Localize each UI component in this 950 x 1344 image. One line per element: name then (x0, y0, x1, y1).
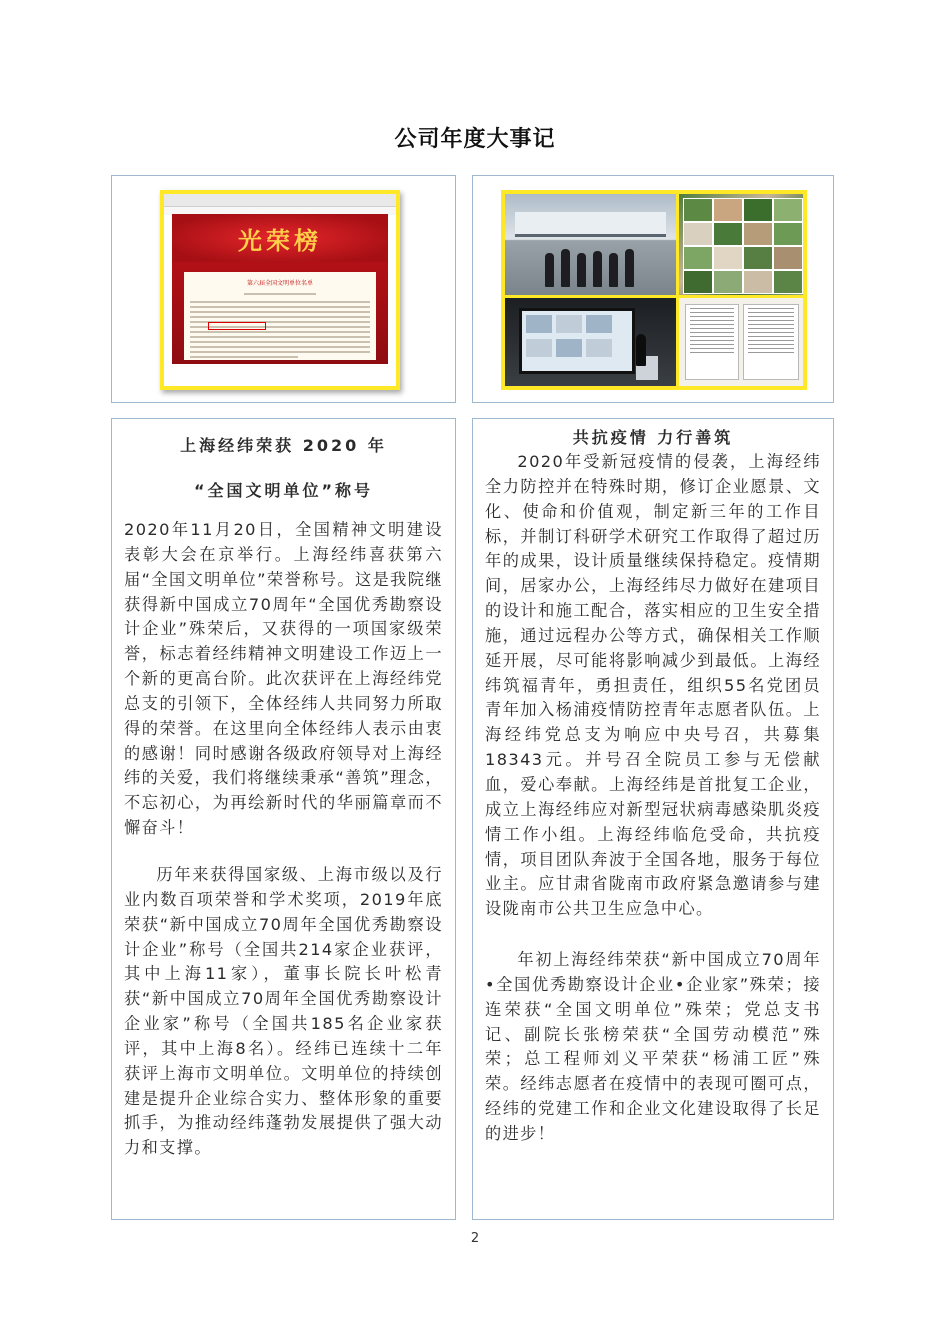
civilization-award-heading-line1: 上海经纬荣获 2020 年 (180, 436, 387, 455)
epidemic-article-heading: 共抗疫情 力行善筑 (572, 428, 734, 447)
civilization-award-article (111, 418, 456, 1220)
honor-banner (172, 214, 388, 364)
volunteers-photo-grid (679, 194, 803, 295)
video-conference-photo (505, 298, 676, 386)
page-number: 2 (470, 1231, 480, 1246)
civilization-award-paragraph-1: 2020年11月20日，全国精神文明建设表彰大会在京举行。上海经纬喜获第六届“全国文明单位”荣誉称号。这是我院继获得新中国成立70周年“全国优秀勘察设计企业”殊荣后，又获得的一项国家级荣誉，标志着经纬精神文明建设工作迈上一个新的更高台阶。此次获评在上海经纬党总支的引领下，全体经纬人共同努力所取得的荣誉。在这里向全体经纬人表示由衷的感谢！同时感谢各级政府领导对上海经纬的关爱，我们将继续秉承“善筑”理念，不忘初心，为再绘新时代的华丽篇章而不懈奋斗！ (124, 520, 443, 838)
civilization-award-paragraph-2: 历年来获得国家级、上海市级以及行业内数百项荣誉和学术奖项，2019年底荣获“新中国成立70周年全国优秀勘察设计企业”称号（全国共214家企业获评，其中上海11家），董事长院长叶松青获“新中国成立70周年全国优秀勘察设计企业家”称号（全国共185名企业家获评，其中上海8名）。经纬已连续十二年获评上海市文明单位。文明单位的持续创建是提升企业综合实力、整体形象的重要抓手，为推动经纬蓬勃发展提供了强大动力和支撑。 (124, 864, 443, 1158)
honor-document-title: 第六届全国文明单位名单 (246, 280, 313, 287)
epidemic-article (472, 418, 834, 1220)
browser-bar (164, 194, 396, 207)
honor-list-screenshot (160, 190, 400, 390)
epidemic-photo-frame (472, 175, 834, 403)
highlight-marker (208, 322, 266, 330)
honor-banner-title: 光荣榜 (238, 225, 322, 255)
conference-screen (519, 308, 635, 374)
civilization-award-heading-line2: “全国文明单位”称号 (193, 481, 374, 500)
epidemic-article-paragraph-1: 2020年受新冠疫情的侵袭，上海经纬全力防控并在特殊时期，修订企业愿景、文化、使命和价值观，制定新三年的工作目标，并制订科研学术研究工作取得了超过历年的成果，设计质量继续保持稳定。疫情期间，居家办公，上海经纬尽力做好在建项目的设计和施工配合，落实相应的卫生安全措施，通过远程办公等方式，确保相关工作顺延开展，尽可能将影响减少到最低。上海经纬筑福青年，勇担责任，组织55名党团员青年加入杨浦疫情防控青年志愿者队伍。上海经纬党总支为响应中央号召，共募集18343元。并号召全院员工参与无偿献血，爱心奉献。上海经纬是首批复工企业，成立上海经纬应对新型冠状病毒感染肌炎疫情工作小组。上海经纬临危受命，共抗疫情，项目团队奔波于全国各地，服务于每位业主。应甘肃省陇南市政府紧急邀请参与建设陇南市公共卫生应急中心。 (485, 452, 821, 919)
epidemic-photo-collage (501, 190, 807, 390)
epidemic-article-paragraph-2: 年初上海经纬荣获“新中国成立70周年•全国优秀勘察设计企业•企业家”殊荣；接连荣获“全国文明单位”殊荣；党总支书记、副院长张榜荣获“全国劳动模范”殊荣；总工程师刘义平荣获“杨浦工匠”殊荣。经纬志愿者在疫情中的表现可圈可点，经纬的党建工作和企业文化建设取得了长足的进步！ (485, 950, 821, 1143)
airport-team-photo (505, 194, 676, 295)
page-title: 公司年度大事记 (394, 127, 556, 152)
donation-documents-photo (679, 298, 803, 386)
honor-list-image-frame (111, 175, 456, 403)
honor-document (184, 272, 376, 360)
